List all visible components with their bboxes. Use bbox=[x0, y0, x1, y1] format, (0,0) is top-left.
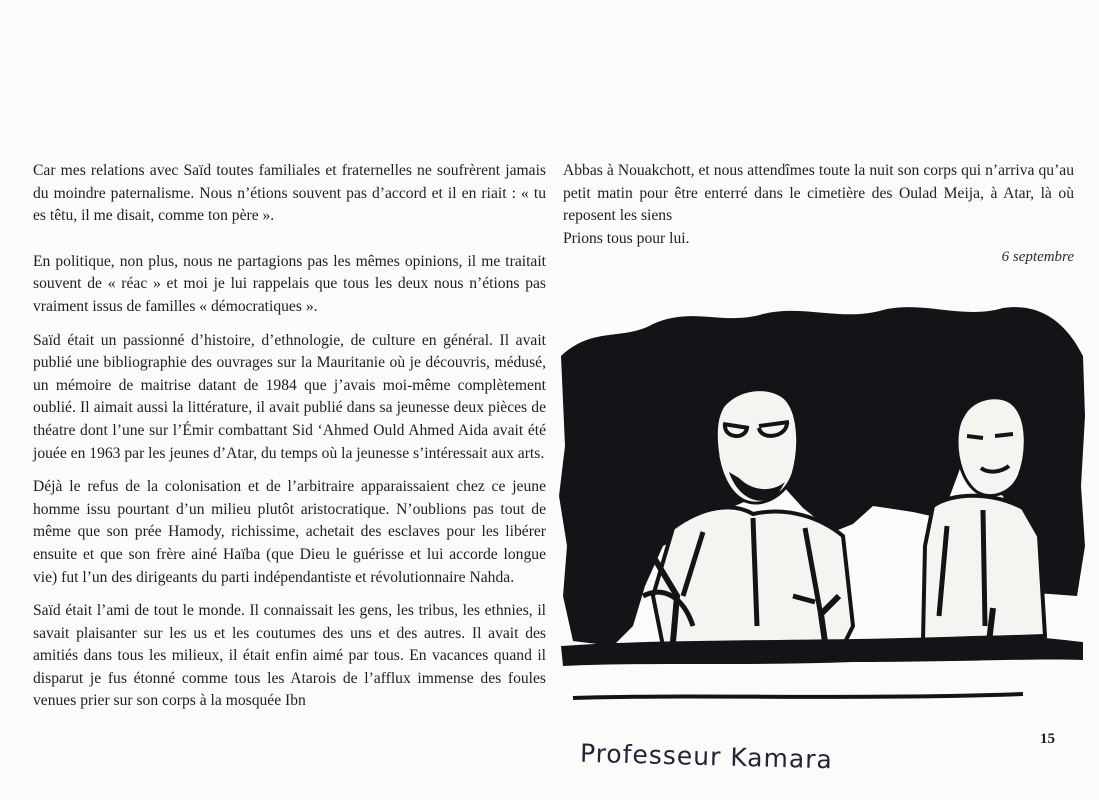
paragraph-histoire: Saïd était un passionné d’histoire, d’ethnologie, de culture en général. Il avait publié une bibliographie des ouvrages sur la Mauritanie où je découvris, médusé, un mémoire de maitrise datant de 1984 que j’avais moi-même complètement oublié. Il aimait aussi la littérature, il avait publié dans sa jeunesse deux pièces de théatre dont l’une sur l’Émir combattant Sid ‘Ahmed Ould Ahmed Aida avait été jouée en 1963 par les jeunes d’Atar, du temps où la jeunesse s’intéressait aux arts. bbox=[33, 331, 546, 462]
ink-portrait-illustration bbox=[553, 296, 1089, 706]
left-text-column bbox=[33, 160, 546, 713]
paragraph-politique: En politique, non plus, nous ne partagions pas les mêmes opinions, il me traitait souvent de « réac » et moi je lui rappelais que tous les deux nous n’étions pas vraiment issus de familles « démocratiques ». bbox=[33, 252, 546, 315]
page-number: 15 bbox=[1040, 731, 1055, 747]
paragraph-colonisation: Déjà le refus de la colonisation et de l’arbitraire apparaissaient chez ce jeune homme issu pourtant d’un milieu plutôt aristocratique. N’oublions pas tout de même que son prée Hamody, richissime, achetait des esclaves pour les libérer ensuite et que son frère ainé Haïba (que Dieu le guérisse et lui accorde longue vie) fut l’un des dirigeants du parti indépendantiste et révolutionnaire Nahda. bbox=[33, 478, 546, 586]
illustration-caption: Professeur Kamara bbox=[579, 738, 834, 775]
paragraph-prions: Prions tous pour lui. bbox=[563, 229, 690, 247]
right-figure-face bbox=[957, 398, 1025, 496]
table-bottom-line bbox=[573, 694, 1023, 698]
left-figure-face bbox=[716, 390, 797, 503]
table-edge bbox=[561, 636, 1083, 666]
date-label: 6 septembre bbox=[1001, 249, 1074, 265]
paragraph-abbas: Abbas à Nouakchott, et nous attendîmes toute la nuit son corps qui n’arriva qu’au petit matin pour être enterré dans le cimetière des Oulad Meija, à Atar, là où reposent les siens bbox=[563, 162, 1074, 225]
right-text-column bbox=[563, 160, 1074, 250]
paragraph-relations: Car mes relations avec Saïd toutes familiales et fraternelles ne soufrèrent jamais du moindre paternalisme. Nous n’étions souvent pas d’accord et il en riait : « tu es têtu, il me disait, comme ton père ». bbox=[33, 162, 546, 225]
paragraph-ami: Saïd était l’ami de tout le monde. Il connaissait les gens, les tribus, les ethnies, il savait plaisanter sur les us et les coutumes des uns et des autres. Il avait des amitiés dans tous les milieux, il était enfin aimé par tous. En vacances quand il disparut je fus étonné comme tous les Atarois de l’afflux immense des foules venues prier sur son corps à la mosquée Ibn bbox=[33, 602, 546, 710]
